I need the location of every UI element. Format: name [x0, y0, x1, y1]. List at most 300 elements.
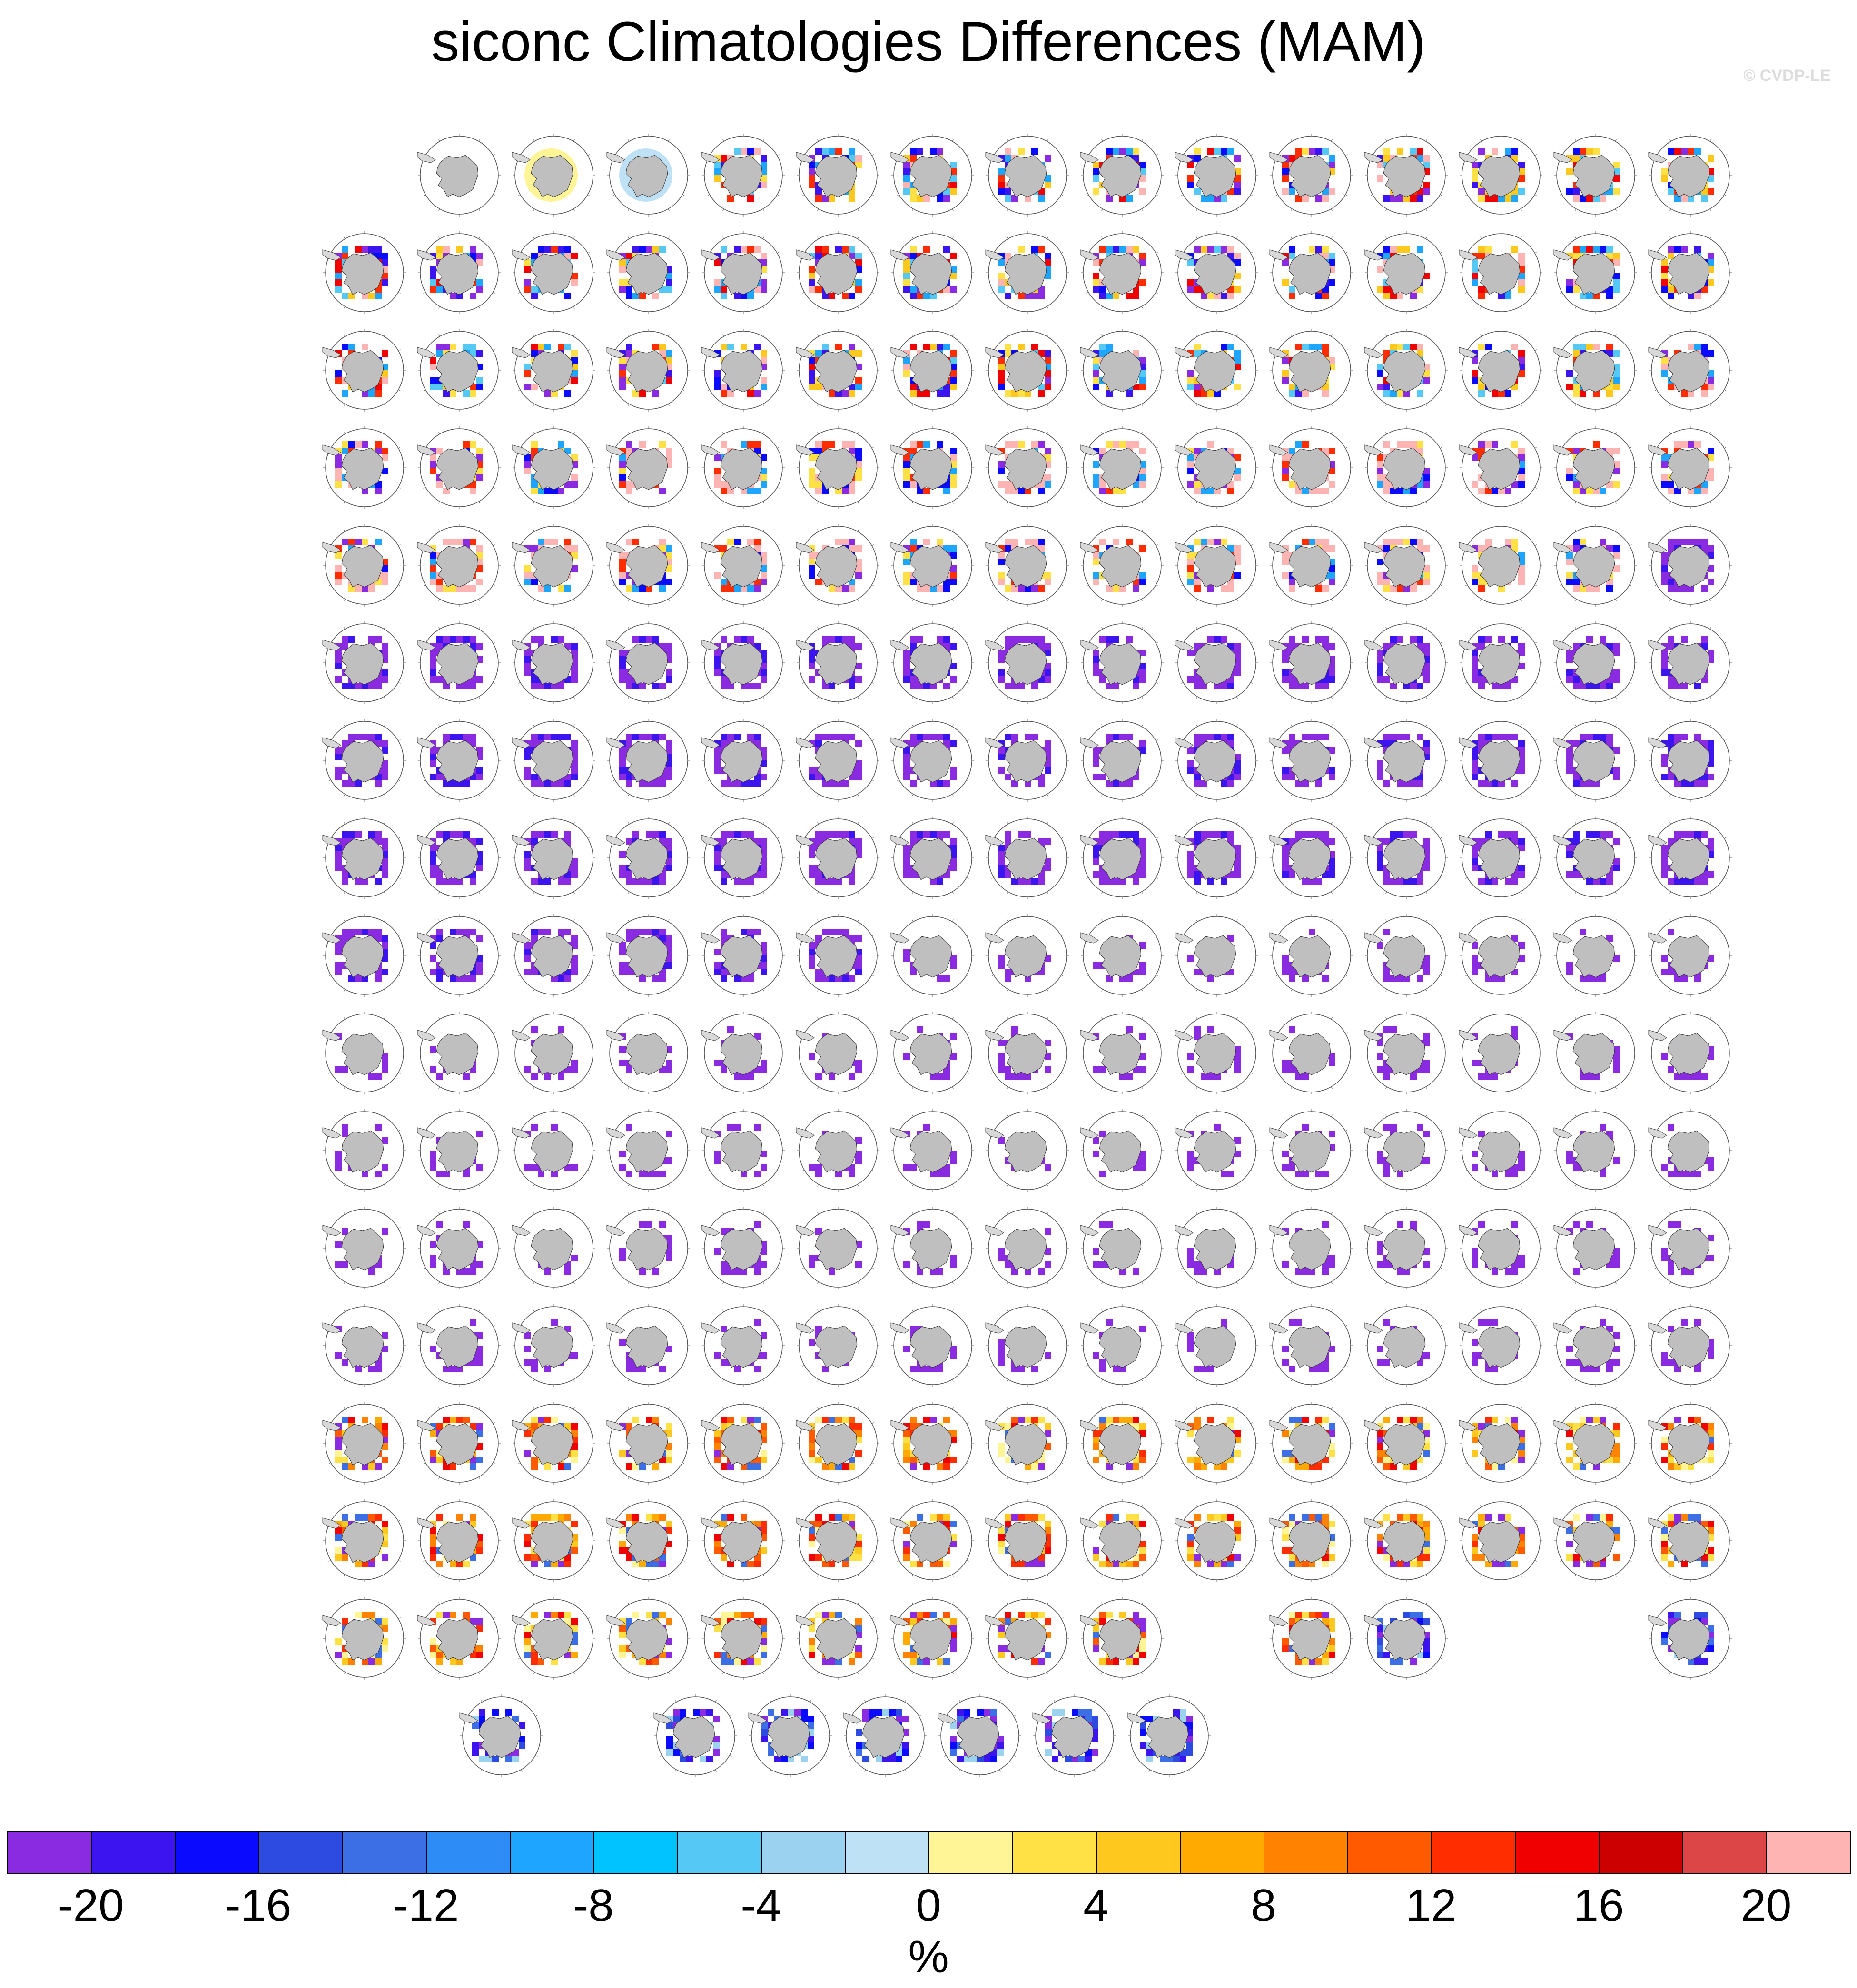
anomaly-cell [903, 474, 910, 481]
anomaly-cell [1214, 831, 1221, 838]
anomaly-cell [1309, 539, 1315, 545]
anomaly-cell [382, 676, 388, 683]
anomaly-cell [1472, 579, 1478, 585]
map-tick [439, 822, 440, 824]
anomaly-cell [1383, 286, 1390, 293]
anomaly-cell [809, 572, 815, 579]
anomaly-cell [1187, 182, 1194, 188]
anomaly-cell [652, 246, 659, 253]
map-tick [1670, 794, 1671, 796]
anomaly-cell [1586, 831, 1593, 838]
anomaly-cell [1613, 767, 1620, 774]
map-panel [1364, 621, 1448, 704]
anomaly-cell [1282, 461, 1289, 468]
anomaly-cell [368, 734, 375, 740]
map-tick [1142, 697, 1143, 699]
anomaly-cell [375, 636, 382, 643]
anomaly-cell [1038, 488, 1045, 494]
anomaly-cell [1377, 579, 1383, 585]
anomaly-cell [809, 370, 815, 377]
anomaly-cell [1383, 878, 1390, 885]
map-tick [1630, 350, 1631, 351]
map-tick [1710, 209, 1711, 211]
anomaly-cell [721, 676, 727, 683]
anomaly-cell [564, 780, 571, 787]
anomaly-cell [835, 344, 842, 350]
map-tick [493, 195, 495, 196]
map-tick [682, 877, 684, 879]
map-tick [573, 237, 575, 239]
anomaly-cell [1613, 253, 1620, 259]
map-tick [439, 237, 440, 239]
map-tick [424, 585, 425, 586]
anomaly-cell [1045, 838, 1051, 845]
anomaly-cell [1472, 572, 1478, 579]
map-tick [1440, 740, 1442, 741]
anomaly-cell [375, 683, 382, 689]
anomaly-cell [998, 871, 1005, 878]
map-tick [344, 725, 346, 727]
map-tick [1521, 139, 1522, 141]
anomaly-cell [822, 441, 829, 448]
map-tick [818, 794, 819, 796]
anomaly-cell [734, 539, 741, 545]
anomaly-cell [1573, 195, 1580, 202]
map-tick [424, 780, 425, 781]
map-tick [1535, 740, 1537, 741]
anomaly-cell [1505, 539, 1511, 545]
anomaly-cell [714, 851, 721, 858]
anomaly-cell [822, 246, 829, 253]
anomaly-cell [910, 676, 917, 683]
map-tick [1291, 627, 1293, 629]
anomaly-cell [355, 929, 362, 935]
anomaly-cell [829, 636, 835, 643]
map-tick [1236, 209, 1238, 211]
anomaly-cell [1322, 585, 1329, 592]
anomaly-cell [1478, 636, 1485, 643]
anomaly-cell [382, 865, 388, 871]
anomaly-cell [1005, 539, 1011, 545]
anomaly-cell [652, 344, 659, 350]
map-panel [701, 134, 785, 217]
anomaly-cell [639, 441, 646, 448]
anomaly-cell [754, 734, 761, 740]
map-tick [493, 975, 495, 976]
map-tick [668, 306, 670, 308]
anomaly-cell [1025, 636, 1031, 643]
anomaly-cell [761, 579, 767, 585]
anomaly-cell [456, 831, 463, 838]
anomaly-cell [714, 572, 721, 579]
anomaly-cell [849, 878, 855, 885]
anomaly-cell [950, 838, 957, 845]
anomaly-cell [368, 831, 375, 838]
map-panel [701, 621, 785, 704]
anomaly-cell [558, 441, 564, 448]
anomaly-cell [1423, 676, 1430, 683]
anomaly-cell [571, 774, 578, 780]
map-tick [1102, 209, 1103, 211]
anomaly-cell [1221, 878, 1227, 885]
map-tick [1181, 780, 1183, 781]
map-tick [1345, 447, 1347, 449]
map-tick [1345, 585, 1347, 586]
anomaly-cell [436, 585, 443, 592]
anomaly-cell [355, 780, 362, 787]
map-tick [668, 822, 670, 824]
anomaly-cell [727, 539, 734, 545]
anomaly-cell [910, 344, 917, 350]
map-tick [479, 404, 480, 406]
map-tick [1251, 837, 1253, 839]
map-tick [1615, 822, 1617, 824]
map-tick [1251, 585, 1253, 586]
anomaly-cell [1661, 364, 1668, 370]
anomaly-cell [382, 579, 388, 585]
anomaly-cell [1005, 195, 1011, 202]
anomaly-cell [1025, 831, 1031, 838]
anomaly-cell [761, 155, 767, 162]
map-tick [1181, 292, 1183, 294]
map-tick [1724, 292, 1726, 294]
anomaly-cell [815, 441, 822, 448]
anomaly-cell [1485, 344, 1492, 350]
anomaly-cell [1613, 838, 1620, 845]
map-tick [1102, 335, 1103, 336]
anomaly-cell [1492, 683, 1498, 689]
anomaly-cell [1031, 246, 1038, 253]
anomaly-cell [998, 669, 1005, 676]
anomaly-cell [1708, 350, 1714, 357]
anomaly-cell [1329, 643, 1335, 650]
anomaly-cell [335, 949, 342, 955]
map-tick [628, 892, 630, 894]
anomaly-cell [1586, 780, 1593, 787]
anomaly-cell [1593, 831, 1600, 838]
map-tick [763, 502, 764, 503]
anomaly-cell [1586, 683, 1593, 689]
map-panel [1080, 231, 1164, 314]
anomaly-cell [1566, 851, 1573, 858]
anomaly-cell [1113, 734, 1119, 740]
map-tick [1236, 794, 1238, 796]
anomaly-cell [1518, 865, 1525, 871]
anomaly-cell [809, 871, 815, 878]
map-tick [1345, 252, 1347, 254]
anomaly-cell [666, 767, 672, 774]
anomaly-cell [571, 474, 578, 481]
anomaly-cell [721, 579, 727, 585]
map-tick [384, 306, 385, 308]
anomaly-cell [1383, 780, 1390, 787]
anomaly-cell [1701, 488, 1708, 494]
anomaly-cell [476, 579, 483, 585]
map-tick [1521, 892, 1522, 894]
map-tick [1142, 237, 1143, 239]
anomaly-cell [1600, 878, 1606, 885]
map-tick [992, 487, 994, 489]
map-tick [424, 292, 425, 294]
map-panel [1459, 426, 1542, 509]
anomaly-cell [1586, 734, 1593, 740]
map-tick [439, 306, 440, 308]
map-panel [1459, 524, 1542, 607]
anomaly-cell [1681, 780, 1688, 787]
anomaly-cell [524, 865, 531, 871]
anomaly-cell [626, 871, 632, 878]
anomaly-cell [1573, 488, 1580, 494]
anomaly-cell [1472, 663, 1478, 669]
map-tick [897, 780, 899, 781]
anomaly-cell [747, 636, 754, 643]
anomaly-cell [1423, 572, 1430, 579]
map-panel [891, 621, 974, 704]
map-tick [1047, 822, 1048, 824]
map-panel [1364, 719, 1448, 802]
anomaly-cell [619, 579, 626, 585]
map-tick [588, 877, 590, 879]
map-tick [1102, 794, 1103, 796]
map-tick [1426, 627, 1427, 629]
map-tick [493, 390, 495, 391]
anomaly-cell [335, 858, 342, 865]
anomaly-cell [1322, 539, 1329, 545]
map-tick [858, 237, 859, 239]
anomaly-cell [1580, 246, 1586, 253]
anomaly-cell [842, 539, 849, 545]
map-tick [1670, 335, 1671, 336]
anomaly-cell [1207, 734, 1214, 740]
anomaly-cell [815, 195, 822, 202]
anomaly-cell [1005, 148, 1011, 155]
map-tick [1724, 252, 1726, 254]
anomaly-cell [1221, 246, 1227, 253]
map-panel [986, 621, 1069, 704]
map-tick [763, 404, 764, 406]
anomaly-cell [835, 636, 842, 643]
anomaly-cell [524, 468, 531, 474]
anomaly-cell [1586, 585, 1593, 592]
map-tick [897, 682, 899, 684]
anomaly-cell [1187, 468, 1194, 474]
anomaly-cell [1234, 865, 1241, 871]
anomaly-cell [342, 831, 348, 838]
anomaly-cell [1668, 481, 1674, 488]
anomaly-cell [761, 572, 767, 579]
anomaly-cell [470, 929, 476, 935]
anomaly-cell [1038, 293, 1045, 299]
anomaly-cell [1093, 669, 1099, 676]
map-panel [796, 134, 879, 217]
anomaly-cell [463, 929, 470, 935]
anomaly-cell [362, 246, 368, 253]
anomaly-cell [1668, 579, 1674, 585]
anomaly-cell [822, 344, 829, 350]
map-tick [1156, 390, 1158, 391]
anomaly-cell [1139, 545, 1146, 552]
map-tick [1655, 195, 1657, 196]
anomaly-cell [1187, 760, 1194, 767]
anomaly-cell [1417, 390, 1423, 397]
map-tick [533, 306, 535, 308]
map-tick [872, 155, 874, 156]
anomaly-cell [761, 350, 767, 357]
anomaly-cell [1472, 370, 1478, 377]
anomaly-cell [1315, 878, 1322, 885]
map-panel [891, 329, 974, 412]
anomaly-cell [1600, 734, 1606, 740]
map-tick [573, 697, 575, 699]
map-tick [858, 725, 859, 727]
map-tick [1426, 139, 1427, 141]
map-panel [1649, 524, 1732, 607]
anomaly-cell [1674, 734, 1681, 740]
anomaly-cell [1410, 683, 1417, 689]
anomaly-cell [1302, 636, 1309, 643]
anomaly-cell [619, 669, 626, 676]
map-tick [952, 892, 954, 894]
map-tick [1102, 599, 1103, 601]
anomaly-cell [1093, 370, 1099, 377]
map-tick [1575, 822, 1577, 824]
map-tick [872, 642, 874, 644]
anomaly-cell [1315, 734, 1322, 740]
map-panel [1649, 329, 1732, 412]
map-panel [607, 231, 690, 314]
anomaly-cell [1201, 246, 1207, 253]
map-tick [763, 335, 764, 336]
anomaly-cell [382, 838, 388, 845]
anomaly-cell [747, 831, 754, 838]
anomaly-cell [564, 293, 571, 299]
anomaly-cell [741, 831, 747, 838]
anomaly-cell [1322, 683, 1329, 689]
anomaly-cell [1593, 344, 1600, 350]
map-tick [1386, 794, 1387, 796]
anomaly-cell [1708, 253, 1714, 259]
anomaly-cell [1383, 390, 1390, 397]
map-tick [992, 780, 994, 781]
map-tick [398, 740, 400, 741]
map-tick [628, 306, 630, 308]
anomaly-cell [1573, 871, 1580, 878]
anomaly-cell [937, 148, 943, 155]
anomaly-cell [1227, 831, 1234, 838]
anomaly-cell [1139, 676, 1146, 683]
anomaly-cell [531, 384, 538, 390]
map-tick [818, 306, 819, 308]
anomaly-cell [1573, 481, 1580, 488]
map-tick [777, 155, 779, 156]
anomaly-cell [855, 384, 862, 390]
anomaly-cell [1397, 148, 1403, 155]
anomaly-cell [761, 838, 767, 845]
map-tick [1196, 502, 1198, 503]
map-tick [1142, 404, 1143, 406]
map-tick [1630, 780, 1631, 781]
anomaly-cell [1566, 760, 1573, 767]
map-tick [613, 195, 615, 196]
map-tick [1251, 642, 1253, 644]
map-tick [1481, 725, 1482, 727]
anomaly-cell [558, 344, 564, 350]
map-tick [518, 195, 520, 196]
anomaly-cell [1478, 878, 1485, 885]
map-tick [424, 390, 425, 391]
map-panel [512, 329, 595, 412]
anomaly-cell [1045, 155, 1051, 162]
map-tick [967, 585, 968, 586]
map-tick [777, 642, 779, 644]
anomaly-cell [917, 636, 923, 643]
anomaly-cell [903, 871, 910, 878]
map-tick [1710, 892, 1711, 894]
anomaly-cell [747, 195, 754, 202]
anomaly-cell [1207, 831, 1214, 838]
map-tick [533, 794, 535, 796]
anomaly-cell [842, 390, 849, 397]
map-tick [967, 780, 968, 781]
anomaly-cell [1234, 253, 1241, 259]
anomaly-cell [815, 246, 822, 253]
anomaly-cell [930, 344, 937, 350]
map-tick [1560, 780, 1562, 781]
map-tick [518, 292, 520, 294]
anomaly-cell [809, 175, 815, 182]
anomaly-cell [950, 545, 957, 552]
anomaly-cell [998, 286, 1005, 293]
anomaly-cell [761, 253, 767, 259]
map-tick [1710, 404, 1711, 406]
anomaly-cell [1606, 734, 1613, 740]
anomaly-cell [1606, 293, 1613, 299]
anomaly-cell [1221, 636, 1227, 643]
map-tick [1276, 585, 1278, 586]
map-tick [967, 292, 968, 294]
anomaly-cell [1227, 246, 1234, 253]
map-tick [573, 209, 575, 211]
anomaly-cell [1302, 878, 1309, 885]
anomaly-cell [362, 441, 368, 448]
anomaly-cell [531, 286, 538, 293]
map-tick [1007, 502, 1008, 503]
anomaly-cell [564, 734, 571, 740]
anomaly-cell [998, 865, 1005, 871]
anomaly-cell [1472, 865, 1478, 871]
anomaly-cell [1668, 188, 1674, 195]
anomaly-cell [463, 975, 470, 982]
anomaly-cell [1194, 188, 1201, 195]
anomaly-cell [1322, 246, 1329, 253]
map-tick [1087, 390, 1088, 391]
map-tick [1521, 725, 1522, 727]
map-panel [1270, 231, 1353, 314]
map-tick [858, 139, 859, 141]
map-tick [1061, 350, 1063, 351]
anomaly-cell [1282, 767, 1289, 774]
map-tick [912, 599, 914, 601]
anomaly-cell [1187, 572, 1194, 579]
anomaly-cell [335, 565, 342, 572]
map-tick [479, 892, 480, 894]
anomaly-cell [626, 293, 632, 299]
anomaly-cell [1383, 871, 1390, 878]
anomaly-cell [1194, 774, 1201, 780]
anomaly-cell [1708, 579, 1714, 585]
map-tick [1655, 682, 1657, 684]
anomaly-cell [1403, 831, 1410, 838]
